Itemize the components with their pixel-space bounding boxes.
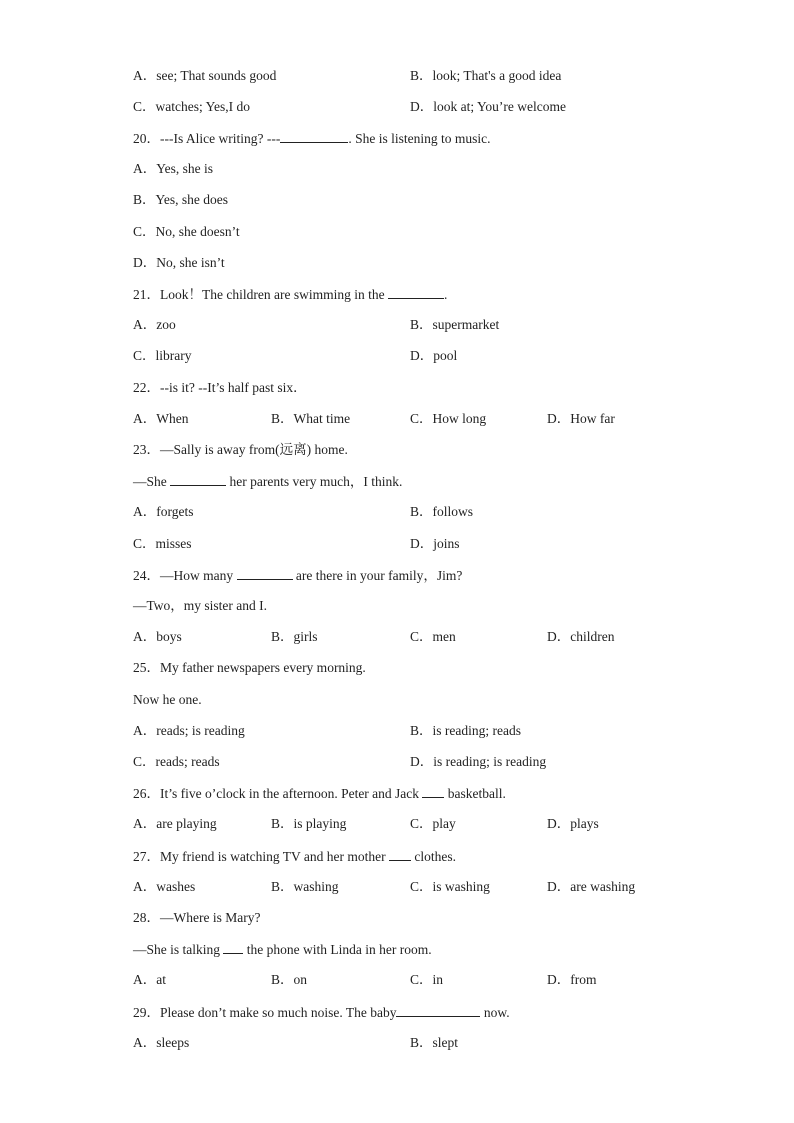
q25-option-d: D．is reading; is reading — [410, 754, 547, 769]
q25-line2: Now he one. — [133, 692, 202, 707]
q22-option-c: C．How long — [410, 411, 487, 426]
q25-option-b: B．is reading; reads — [410, 723, 521, 738]
q26-option-c: C．play — [410, 816, 456, 831]
q20-stem-before: 20．---Is Alice writing? --- — [133, 131, 281, 146]
q28-line2-before: —She is talking — [133, 942, 224, 957]
q27-stem — [133, 846, 456, 866]
q23-stem: 23．—Sally is away from(远离) home. — [133, 442, 348, 457]
q19-option-a: A．see; That sounds good — [133, 68, 277, 83]
q24-stem — [133, 565, 462, 585]
q21-stem — [133, 284, 447, 304]
q27-stem-after: clothes. — [410, 849, 456, 864]
q27-option-b: B．washing — [271, 879, 339, 894]
q26-stem-before: 26．It’s five o’clock in the afternoon. Peter and Jack — [133, 786, 423, 801]
q21-stem-after: . — [443, 287, 448, 302]
q24-option-b: B．girls — [271, 629, 318, 644]
q29-option-b: B．slept — [410, 1035, 459, 1050]
q28-option-b: B．on — [271, 972, 308, 987]
q19-option-c: C．watches; Yes,I do — [133, 99, 250, 114]
q26-option-a: A．are playing — [133, 816, 217, 831]
q22-option-a: A．When — [133, 411, 189, 426]
q24-option-c: C．men — [410, 629, 456, 644]
answer-blank — [170, 471, 226, 486]
q23-line2 — [133, 471, 402, 491]
q23-line2-before: —She — [133, 474, 171, 489]
q29-option-a: A．sleeps — [133, 1035, 190, 1050]
q22-stem: 22．--is it? --It’s half past six． — [133, 380, 307, 395]
answer-blank — [422, 783, 444, 798]
q26-option-b: B．is playing — [271, 816, 347, 831]
q20-option-d: D．No, she isn’t — [133, 255, 225, 270]
q24-stem-before: 24．—How many — [133, 568, 237, 583]
q29-stem — [133, 1002, 510, 1022]
q28-line2-after: the phone with Linda in her room. — [243, 942, 432, 957]
q23-option-c: C．misses — [133, 536, 192, 551]
q28-option-d: D．from — [547, 972, 597, 987]
q23-option-a: A．forgets — [133, 504, 194, 519]
q21-option-a: A．zoo — [133, 317, 176, 332]
answer-blank — [396, 1002, 480, 1017]
q21-option-d: D．pool — [410, 348, 458, 363]
q20-option-c: C．No, she doesn’t — [133, 224, 240, 239]
q23-option-d: D．joins — [410, 536, 460, 551]
q26-stem-after: basketball. — [444, 786, 506, 801]
q27-option-c: C．is washing — [410, 879, 490, 894]
q19-option-b: B．look; That's a good idea — [410, 68, 562, 83]
q25-option-c: C．reads; reads — [133, 754, 220, 769]
q19-option-d: D．look at; You’re welcome — [410, 99, 566, 114]
q20-option-a: A．Yes, she is — [133, 161, 214, 176]
answer-blank — [389, 846, 411, 861]
q28-line2 — [133, 939, 432, 959]
q26-option-d: D．plays — [547, 816, 599, 831]
q24-line2: —Two，my sister and I. — [133, 598, 268, 613]
q22-option-d: D．How far — [547, 411, 615, 426]
q28-option-a: A．at — [133, 972, 166, 987]
q27-option-a: A．washes — [133, 879, 196, 894]
q23-option-b: B．follows — [410, 504, 474, 519]
q24-option-d: D．children — [547, 629, 615, 644]
answer-blank — [237, 565, 293, 580]
q25-option-a: A．reads; is reading — [133, 723, 245, 738]
q26-stem — [133, 783, 506, 803]
q28-stem: 28．—Where is Mary? — [133, 910, 261, 925]
q20-option-b: B．Yes, she does — [133, 192, 229, 207]
q24-option-a: A．boys — [133, 629, 182, 644]
answer-blank — [280, 128, 348, 143]
q20-stem-after: . She is listening to music. — [348, 131, 491, 146]
q29-stem-after: now. — [480, 1005, 510, 1020]
q29-stem-before: 29．Please don’t make so much noise. The baby — [133, 1005, 397, 1020]
q25-stem: 25．My father newspapers every morning. — [133, 660, 366, 675]
q21-option-c: C．library — [133, 348, 192, 363]
q22-option-b: B．What time — [271, 411, 351, 426]
q21-option-b: B．supermarket — [410, 317, 500, 332]
q28-option-c: C．in — [410, 972, 444, 987]
q20-stem — [133, 128, 490, 148]
q27-option-d: D．are washing — [547, 879, 636, 894]
answer-blank — [223, 939, 243, 954]
q27-stem-before: 27．My friend is watching TV and her mother — [133, 849, 389, 864]
answer-blank — [388, 284, 444, 299]
q23-line2-after: her parents very much，I think. — [226, 474, 403, 489]
q24-stem-after: are there in your family，Jim? — [292, 568, 463, 583]
q21-stem-before: 21．Look！The children are swimming in the — [133, 287, 388, 302]
